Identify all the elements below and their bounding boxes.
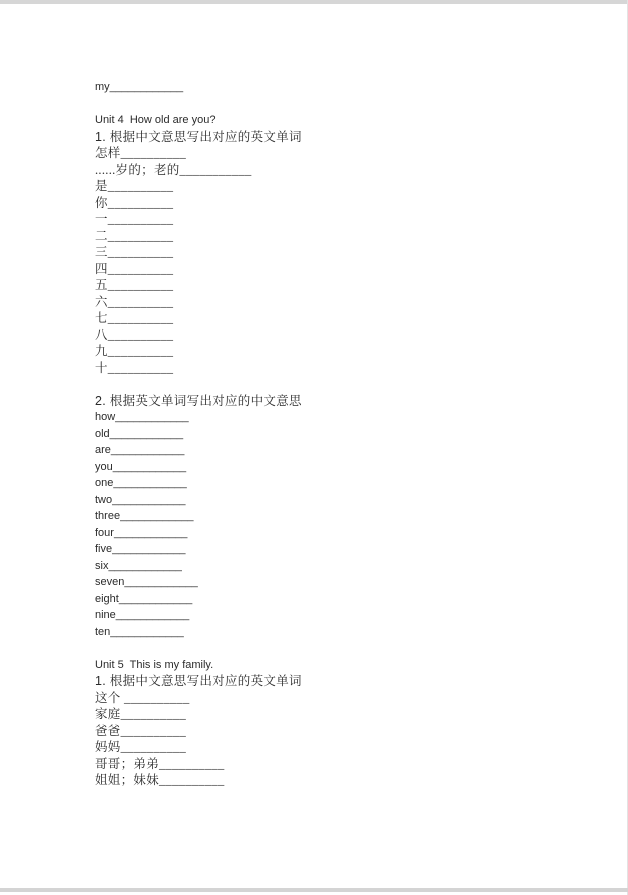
worksheet-line: 十__________ [95, 360, 174, 375]
worksheet-line: 是__________ [95, 179, 174, 193]
worksheet-line: 三__________ [95, 245, 174, 259]
worksheet-line: Unit 5 This is my family. [95, 658, 214, 671]
worksheet-line: 妈妈__________ [95, 740, 187, 754]
worksheet-line: 怎样__________ [95, 146, 187, 160]
worksheet-line: old____________ [95, 427, 184, 440]
worksheet-line: three____________ [95, 510, 194, 522]
worksheet-line: five____________ [95, 543, 186, 555]
worksheet-line: one____________ [95, 477, 187, 489]
worksheet-line: 姐姐；妹妹__________ [95, 773, 225, 787]
worksheet-line: 哥哥；弟弟__________ [95, 756, 225, 771]
worksheet-line [95, 640, 545, 657]
worksheet-line [95, 96, 545, 113]
worksheet-line: four____________ [95, 526, 188, 539]
worksheet-line: Unit 4 How old are you? [95, 114, 216, 126]
worksheet-line: 家庭__________ [95, 707, 187, 721]
worksheet-line: you____________ [95, 460, 187, 473]
worksheet-line: 1. 根据中文意思写出对应的英文单词 [95, 674, 302, 688]
worksheet-line: are____________ [95, 444, 185, 456]
worksheet-line: 六__________ [95, 294, 174, 309]
worksheet-line: 九__________ [95, 344, 174, 358]
worksheet-line: ten____________ [95, 625, 184, 638]
worksheet-line: 八__________ [95, 327, 174, 342]
worksheet-line: nine____________ [95, 609, 190, 621]
worksheet-line: 五__________ [95, 278, 174, 292]
worksheet-line: 2. 根据英文单词写出对应的中文意思 [95, 393, 302, 408]
worksheet-line: 1. 根据中文意思写出对应的英文单词 [95, 129, 302, 144]
page-bottom-edge [0, 888, 628, 892]
worksheet-content [95, 79, 545, 789]
worksheet-line: how____________ [95, 411, 189, 423]
worksheet-line: eight____________ [95, 592, 193, 605]
page-top-edge [0, 0, 628, 4]
worksheet-line: 一__________ [95, 212, 174, 226]
worksheet-line: 七__________ [95, 311, 174, 325]
worksheet-line: 你__________ [95, 195, 174, 210]
worksheet-line: 这个 __________ [95, 690, 190, 705]
worksheet-line: seven____________ [95, 576, 198, 588]
worksheet-line: my____________ [95, 81, 184, 93]
worksheet-line: 四__________ [95, 261, 174, 276]
worksheet-line: ......岁的；老的___________ [95, 162, 252, 177]
worksheet-line [95, 376, 545, 393]
worksheet-line: two____________ [95, 493, 186, 506]
worksheet-line: six____________ [95, 559, 182, 572]
worksheet-line: 爸爸__________ [95, 723, 187, 738]
worksheet-line: 二__________ [95, 228, 174, 243]
